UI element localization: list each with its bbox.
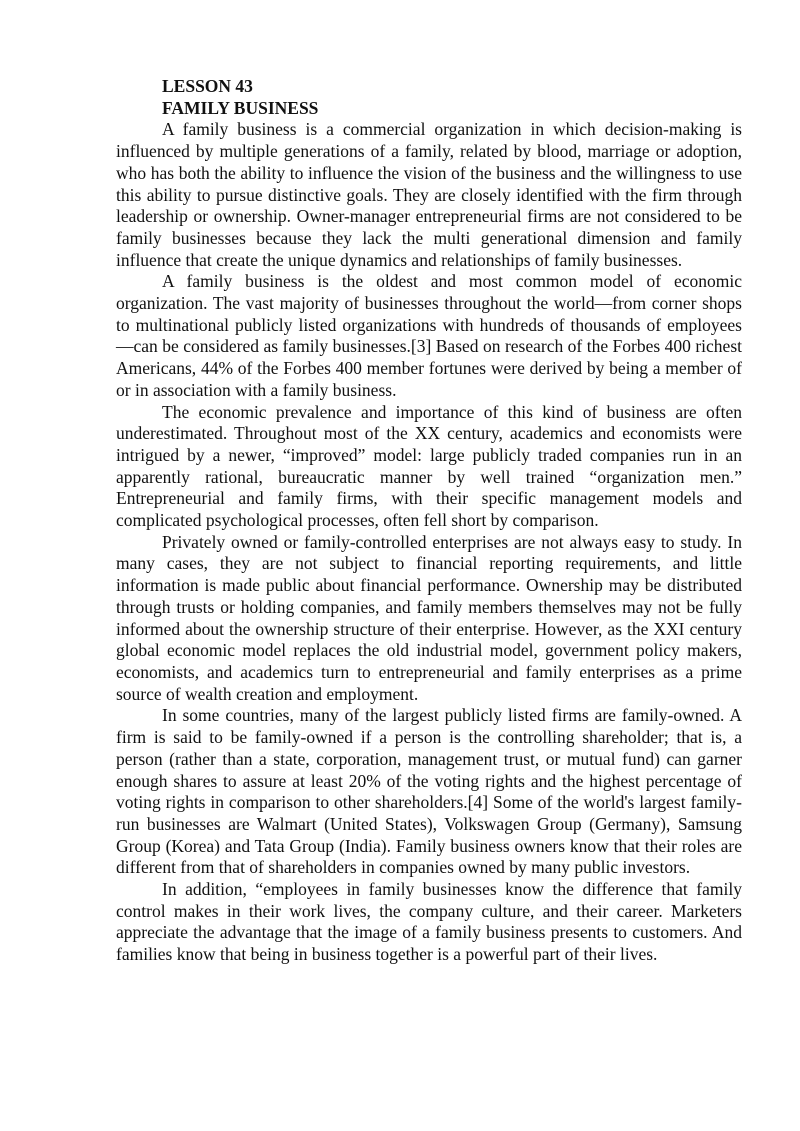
lesson-title: FAMILY BUSINESS: [162, 97, 319, 118]
paragraph-privately-owned: Privately owned or family-controlled enterprises are not always easy to study. In many cases, they are not subject to financial reporting requirements, and little information is made public about financial performance. Ownership may be distributed through trusts or holding companies, and family members themselves may not be fully informed about the ownership structure of their enterprise. However, as the XXI century global economic model replaces the old industrial model, government policy makers, economists, and academics turn to entrepreneurial and family enterprises as a prime source of wealth creation and employment.: [116, 531, 742, 704]
paragraph-definition: A family business is a commercial organization in which decision-making is influenced by multiple generations of a family, related by blood, marriage or adoption, who has both the ability to influence the vision of the business and the willingness to use this ability to pursue distinctive goals. They are closely identified with the firm through leadership or ownership. Owner-manager entrepreneurial firms are not considered to be family businesses because they lack the multi generational dimension and family influence that create the unique dynamics and relationships of family businesses.: [116, 119, 742, 270]
paragraph-prevalence: The economic prevalence and importance of this kind of business are often underestimated. Throughout most of the XX century, academics and economists were intrigued by a newer, “improved” model: large publicly traded companies run in an apparently rational, bureaucratic manner by well trained “organization men.” Entrepreneurial and family firms, with their specific management models and complicated psychological processes, often fell short by comparison.: [116, 401, 742, 531]
paragraph-family-owned-firms: In some countries, many of the largest publicly listed firms are family-owned. A firm is said to be family-owned if a person is the controlling shareholder; that is, a person (rather than a state, corporation, management trust, or mutual fund) can garner enough shares to assure at least 20% of the voting rights and the highest percentage of voting rights in comparison to other shareholders.[4] Some of the world's largest family-run businesses are Walmart (United States), Volkswagen Group (Germany), Samsung Group (Korea) and Tata Group (India). Family business owners know that their roles are different from that of shareholders in companies owned by many public investors.: [116, 705, 742, 878]
paragraph-in-addition: In addition, “employees in family businesses know the difference that family control makes in their work lives, the company culture, and their career. Marketers appreciate the advantage that the image of a family business presents to customers. And families know that being in business together is a powerful part of their lives.: [116, 879, 742, 965]
lesson-number: LESSON 43: [162, 76, 253, 96]
paragraph-oldest-model: A family business is the oldest and most common model of economic organization. The vast majority of businesses throughout the world—from corner shops to multinational publicly listed organizations with hundreds of thousands of employees—can be considered as family businesses.[3] Based on research of the Forbes 400 richest Americans, 44% of the Forbes 400 member fortunes were derived by being a member of or in association with a family business.: [116, 271, 742, 400]
document-page: [116, 76, 742, 966]
